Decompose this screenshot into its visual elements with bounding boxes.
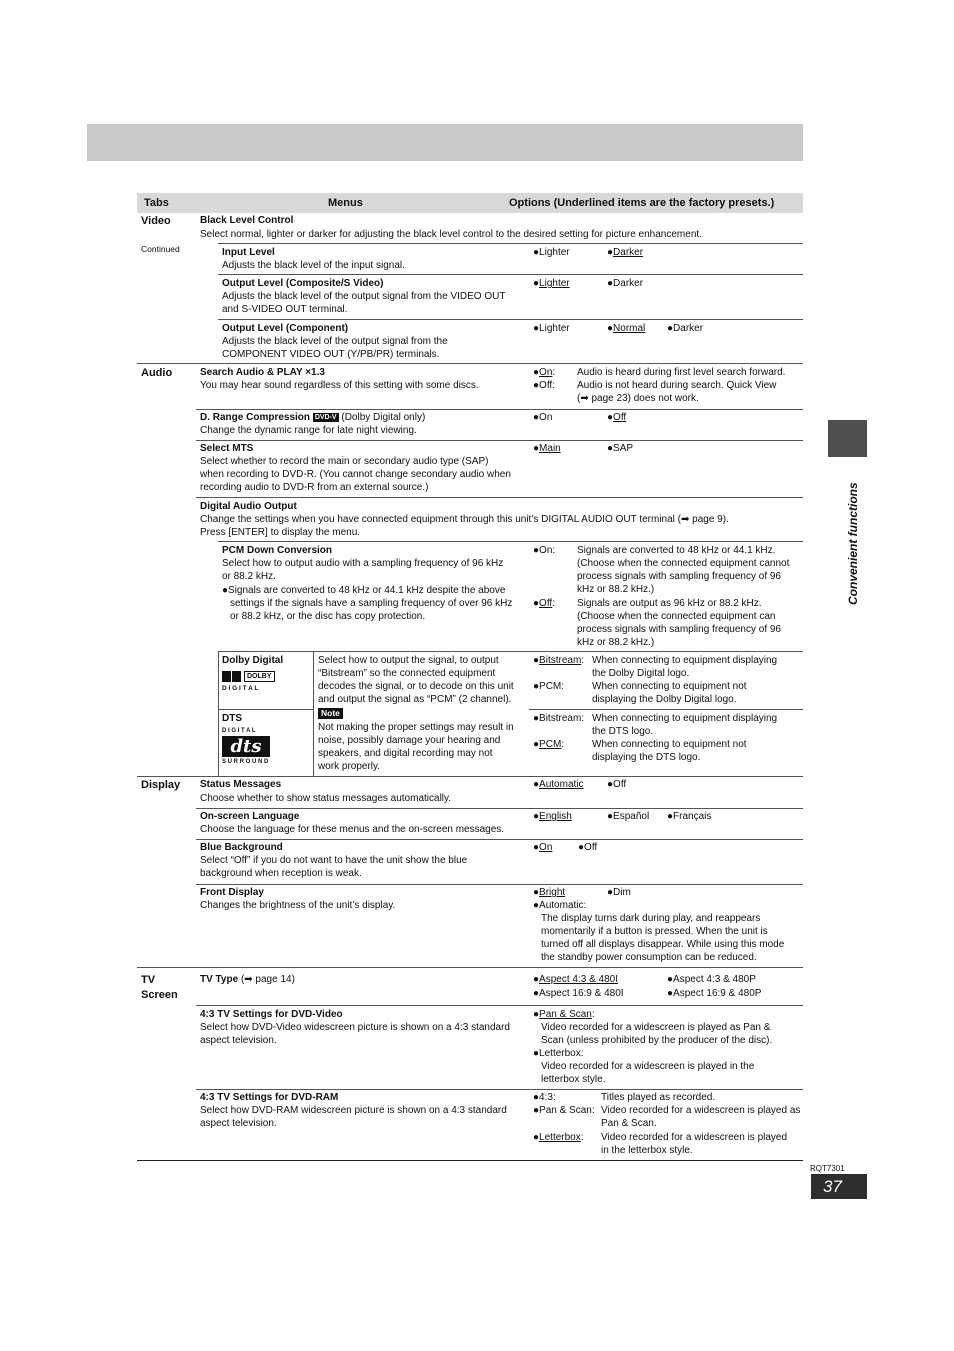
blue-bg-desc-1: Select “Off” if you do not want to have the unit show the blue <box>200 855 468 866</box>
dts-logo-mark: dts <box>222 736 270 757</box>
input-level-darker: ●Darker <box>607 247 644 258</box>
dts-bitstream-desc-2: the DTS logo. <box>592 726 654 737</box>
dolby-double-d-icon <box>222 671 231 682</box>
note-1: Not making the proper settings may result in <box>318 722 514 733</box>
search-audio-on: ●On: <box>533 367 556 378</box>
output-level-title: Output Level (Composite/S Video) <box>222 278 384 289</box>
tv-type-169-480i: ●Aspect 16:9 & 480I <box>533 988 624 999</box>
component-lighter: ●Lighter <box>533 323 570 334</box>
note-2: noise, possibly damage your hearing and <box>318 735 501 746</box>
blue-bg-title: Blue Background <box>200 842 283 853</box>
section-divider <box>137 776 803 777</box>
dd-pcm: ●PCM: <box>533 681 565 692</box>
drc-off: ●Off <box>607 412 627 423</box>
tab-display: Display <box>141 779 181 791</box>
osl-desc: Choose the language for these menus and the on-screen messages. <box>200 824 505 835</box>
input-level-desc: Adjusts the black level of the input signal. <box>222 260 405 271</box>
digital-mid-2: “Bitstream” so the connected equipment <box>318 668 496 679</box>
status-automatic: ●Automatic <box>533 779 584 790</box>
tab-audio: Audio <box>141 367 173 379</box>
side-tab-block <box>828 420 867 457</box>
column-divider <box>313 651 314 776</box>
divider <box>196 839 803 840</box>
divider <box>196 1005 803 1006</box>
component-darker: ●Darker <box>667 323 704 334</box>
dvd-video-panscan: ●Pan & Scan: <box>533 1009 595 1020</box>
search-audio-desc: You may hear sound regardless of this setting with some discs. <box>200 380 479 391</box>
digital-mid-3: decodes the signal, or to decode on this unit <box>318 681 514 692</box>
pcm-desc-2: or 88.2 kHz. <box>222 571 276 582</box>
mts-sap: ●SAP <box>607 443 634 454</box>
dvd-video-title: 4:3 TV Settings for DVD-Video <box>200 1009 343 1020</box>
note-4: work properly. <box>318 761 381 772</box>
dvd-ram-43: ●4:3: <box>533 1092 556 1103</box>
output-level-darker: ●Darker <box>607 278 644 289</box>
divider <box>196 440 803 441</box>
header-tabs: Tabs <box>144 197 169 209</box>
page-number: 37 <box>811 1174 867 1199</box>
dvd-ram-letterbox-2: in the letterbox style. <box>601 1145 693 1156</box>
tab-tv: TV <box>141 974 156 986</box>
mts-desc-3: recording audio to DVD-R from an external source.) <box>200 482 429 493</box>
continued-label: Continued <box>141 244 180 254</box>
divider <box>218 709 313 710</box>
digital-mid-1: Select how to output the signal, to output <box>318 655 499 666</box>
divider <box>196 409 803 410</box>
tv-type-43-480i: ●Aspect 4:3 & 480I <box>533 974 618 985</box>
osl-espanol: ●Español <box>607 811 650 822</box>
tab-video: Video <box>141 215 171 227</box>
dd-pcm-desc-2: displaying the Dolby Digital logo. <box>592 694 737 705</box>
dvd-ram-desc-1: Select how DVD-RAM widescreen picture is shown on a 4:3 standard <box>200 1105 507 1116</box>
divider <box>529 709 803 710</box>
dolby-digital-logo <box>222 671 280 695</box>
pcm-off-desc-4: kHz or 88.2 kHz.) <box>577 637 655 648</box>
dvd-video-panscan-2: Scan (unless prohibited by the producer of the disc). <box>541 1035 773 1046</box>
dd-bitstream-desc-2: the Dolby Digital logo. <box>592 668 690 679</box>
dts-logo-bot: S U R R O U N D <box>222 759 269 765</box>
digital-mid-4: and output the signal as “PCM” (2 channel). <box>318 694 512 705</box>
osl-english: ●English <box>533 811 572 822</box>
dvd-ram-letterbox-1: Video recorded for a widescreen is played <box>601 1132 788 1143</box>
pcm-desc-5: or 88.2 kHz, or the disc has copy protection. <box>230 611 426 622</box>
top-banner <box>87 124 803 161</box>
dvd-ram-panscan: ●Pan & Scan: <box>533 1105 595 1116</box>
divider <box>218 319 803 320</box>
dvd-video-desc-2: aspect television. <box>200 1035 277 1046</box>
dvd-ram-title: 4:3 TV Settings for DVD-RAM <box>200 1092 339 1103</box>
front-display-auto-3: turned off all displays disappear. While using this mode <box>541 939 785 950</box>
osl-title: On-screen Language <box>200 811 300 822</box>
component-level-desc-1: Adjusts the black level of the output signal from the <box>222 336 448 347</box>
blue-bg-on: ●On <box>533 842 553 853</box>
divider <box>196 884 803 885</box>
dvd-video-letterbox-2: letterbox style. <box>541 1074 606 1085</box>
front-display-auto-4: the standby power consumption can be reduced. <box>541 952 757 963</box>
note-3: speakers, and digital recording may not <box>318 748 493 759</box>
pcm-on-desc-1: Signals are converted to 48 kHz or 44.1 kHz. <box>577 545 776 556</box>
search-audio-off-desc-2: (➡ page 23) does not work. <box>577 393 699 404</box>
output-level-lighter: ●Lighter <box>533 278 570 289</box>
dolby-logo-sub: D I G I T A L <box>222 685 259 692</box>
dvd-video-desc-1: Select how DVD-Video widescreen picture is shown on a 4:3 standard <box>200 1022 510 1033</box>
header-options: Options (Underlined items are the factory presets.) <box>509 197 775 209</box>
digital-audio-desc-2: Press [ENTER] to display the menu. <box>200 527 361 538</box>
divider <box>218 651 803 652</box>
section-divider <box>137 967 803 968</box>
note-badge: Note <box>318 707 343 720</box>
divider <box>218 541 803 542</box>
dts-logo <box>222 728 274 766</box>
pcm-on-desc-3: process signals with sampling frequency of 96 <box>577 571 781 582</box>
mts-main: ●Main <box>533 443 561 454</box>
dvd-video-panscan-1: Video recorded for a widescreen is played as Pan & <box>541 1022 771 1033</box>
dvd-ram-letterbox: ●Letterbox: <box>533 1132 584 1143</box>
blue-bg-desc-2: background when reception is weak. <box>200 868 362 879</box>
search-audio-off-desc-1: Audio is not heard during search. Quick View <box>577 380 777 391</box>
drc-desc: Change the dynamic range for late night viewing. <box>200 425 417 436</box>
tv-type-43-480p: ●Aspect 4:3 & 480P <box>667 974 756 985</box>
section-divider <box>137 363 803 364</box>
divider <box>196 808 803 809</box>
mts-title: Select MTS <box>200 443 254 454</box>
dvd-ram-desc-2: aspect television. <box>200 1118 277 1129</box>
osl-francais: ●Français <box>667 811 712 822</box>
pcm-title: PCM Down Conversion <box>222 545 333 556</box>
pcm-desc-4: settings if the signals have a sampling frequency of over 96 kHz <box>230 598 513 609</box>
front-display-automatic: ●Automatic: <box>533 900 587 911</box>
front-display-dim: ●Dim <box>607 887 631 898</box>
digital-audio-desc-1: Change the settings when you have connected equipment through this unit’s DIGITAL AUDIO OUT terminal (➡ page 9). <box>200 514 729 525</box>
search-audio-off: ●Off: <box>533 380 555 391</box>
pcm-desc-3: ●Signals are converted to 48 kHz or 44.1 kHz despite the above <box>222 585 506 596</box>
front-display-auto-2: momentarily if a button is pressed. When the unit is <box>541 926 768 937</box>
black-level-desc: Select normal, lighter or darker for adjusting the black level control to the desired setting for picture enhancement. <box>200 229 702 240</box>
tab-screen: Screen <box>141 989 178 1001</box>
status-off: ●Off <box>607 779 627 790</box>
drc-on: ●On <box>533 412 553 423</box>
dvd-video-letterbox: ●Letterbox: <box>533 1048 584 1059</box>
column-divider <box>218 651 219 776</box>
document-code: RQT7301 <box>810 1164 845 1173</box>
dd-pcm-desc-1: When connecting to equipment not <box>592 681 747 692</box>
dolby-digital-title: Dolby Digital <box>222 655 284 666</box>
tv-type-169-480p: ●Aspect 16:9 & 480P <box>667 988 762 999</box>
drc-title-line: D. Range Compression DVD-V (Dolby Digital only) <box>200 412 426 423</box>
input-level-lighter: ●Lighter <box>533 247 570 258</box>
pcm-on-desc-2: (Choose when the connected equipment cannot <box>577 558 790 569</box>
search-audio-on-desc: Audio is heard during first level search forward. <box>577 367 786 378</box>
divider <box>196 1089 803 1090</box>
dts-pcm: ●PCM: <box>533 739 565 750</box>
status-messages-title: Status Messages <box>200 779 282 790</box>
front-display-title: Front Display <box>200 887 264 898</box>
divider <box>196 497 803 498</box>
pcm-off-desc-2: (Choose when the connected equipment can <box>577 611 776 622</box>
black-level-title: Black Level Control <box>200 215 294 226</box>
table-header <box>137 193 803 213</box>
dts-pcm-desc-2: displaying the DTS logo. <box>592 752 701 763</box>
dd-bitstream: ●Bitstream: <box>533 655 585 666</box>
status-messages-desc: Choose whether to show status messages automatically. <box>200 793 452 804</box>
header-menus: Menus <box>328 197 363 209</box>
divider <box>218 243 803 244</box>
pcm-off-desc-1: Signals are output as 96 kHz or 88.2 kHz. <box>577 598 762 609</box>
dd-bitstream-desc-1: When connecting to equipment displaying <box>592 655 778 666</box>
input-level-title: Input Level <box>222 247 275 258</box>
front-display-auto-1: The display turns dark during play, and reappears <box>541 913 761 924</box>
dts-logo-top: D I G I T A L <box>222 728 256 734</box>
divider <box>218 274 803 275</box>
section-side-label: Convenient functions <box>846 482 860 605</box>
dvd-video-letterbox-1: Video recorded for a widescreen is played in the <box>541 1061 755 1072</box>
output-level-desc-1: Adjusts the black level of the output signal from the VIDEO OUT <box>222 291 506 302</box>
component-normal: ●Normal <box>607 323 646 334</box>
mts-desc-1: Select whether to record the main or secondary audio type (SAP) <box>200 456 489 467</box>
mts-desc-2: when recording to DVD-R. (You cannot change secondary audio when <box>200 469 511 480</box>
dts-pcm-desc-1: When connecting to equipment not <box>592 739 747 750</box>
component-level-desc-2: COMPONENT VIDEO OUT (Y/PB/PR) terminals. <box>222 349 440 360</box>
pcm-desc-1: Select how to output audio with a sampling frequency of 96 kHz <box>222 558 504 569</box>
pcm-off: ●Off: <box>533 598 555 609</box>
dvd-ram-panscan-2: Pan & Scan. <box>601 1118 657 1129</box>
pcm-on-desc-4: kHz or 88.2 kHz.) <box>577 584 655 595</box>
output-level-desc-2: and S-VIDEO OUT terminal. <box>222 304 348 315</box>
pcm-on: ●On: <box>533 545 556 556</box>
component-level-title: Output Level (Component) <box>222 323 349 334</box>
dvd-v-chip: DVD-V <box>314 414 337 421</box>
blue-bg-off: ●Off <box>578 842 598 853</box>
dvd-ram-43-desc: Titles played as recorded. <box>601 1092 716 1103</box>
dts-bitstream: ●Bitstream: <box>533 713 585 724</box>
dts-bitstream-desc-1: When connecting to equipment displaying <box>592 713 778 724</box>
dts-title: DTS <box>222 713 242 724</box>
front-display-bright: ●Bright <box>533 887 566 898</box>
search-audio-title: Search Audio & PLAY ×1.3 <box>200 367 325 378</box>
front-display-desc: Changes the brightness of the unit’s display. <box>200 900 396 911</box>
table-bottom-rule <box>137 1160 803 1161</box>
digital-audio-title: Digital Audio Output <box>200 501 297 512</box>
dolby-logo-text: DOLBY <box>244 671 275 682</box>
pcm-off-desc-3: process signals with sampling frequency of 96 <box>577 624 781 635</box>
tv-type-title-line: TV Type (➡ page 14) <box>200 974 295 985</box>
dvd-ram-panscan-1: Video recorded for a widescreen is played as <box>601 1105 801 1116</box>
